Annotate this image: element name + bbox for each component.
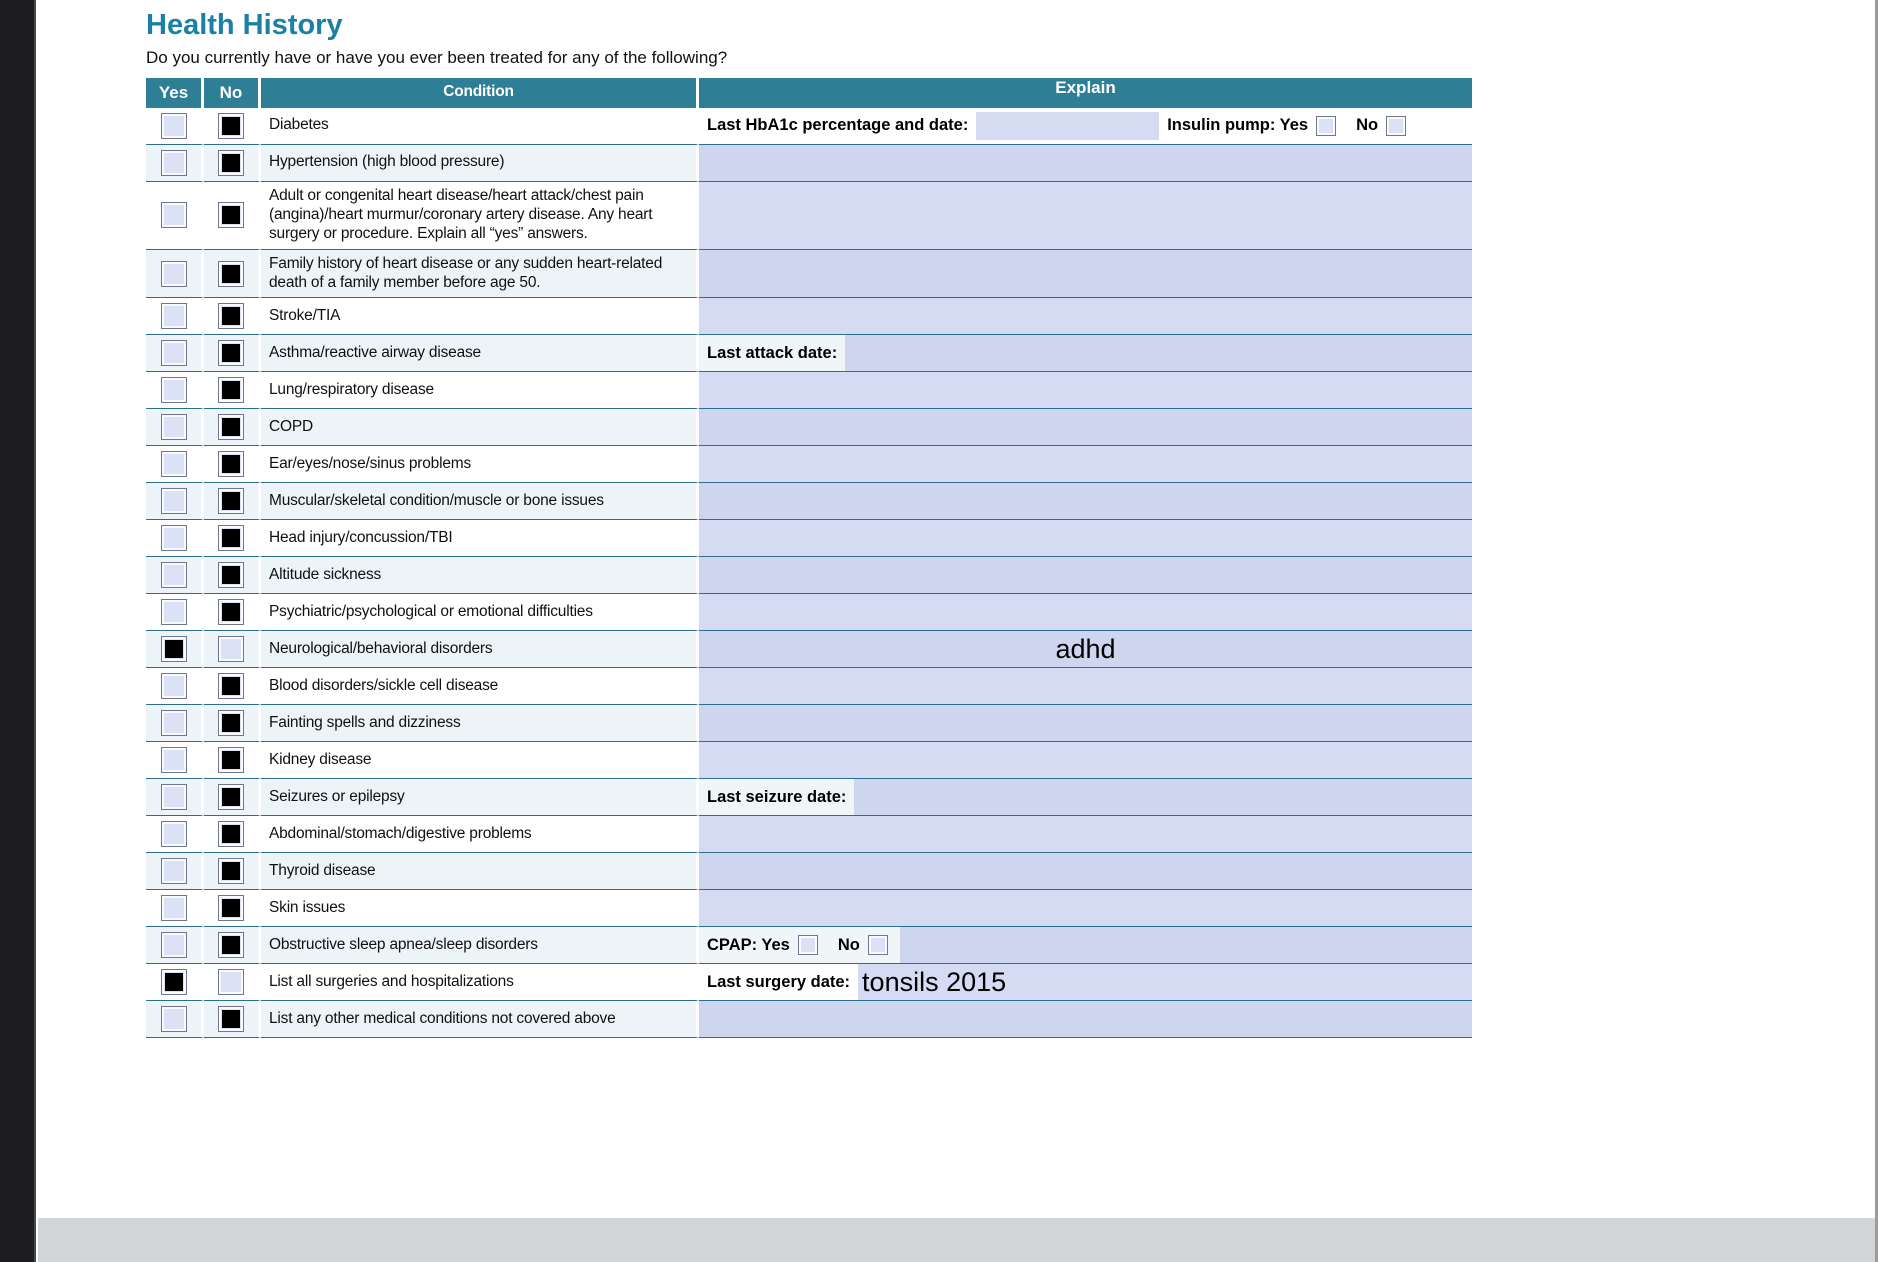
table-row	[146, 816, 1472, 853]
explain-input[interactable]	[854, 779, 1472, 815]
table-row	[146, 668, 1472, 705]
yes-checkbox[interactable]	[161, 1006, 187, 1032]
condition-label: Psychiatric/psychological or emotional difficulties	[261, 594, 699, 631]
yes-cell	[146, 298, 204, 335]
yes-checkbox[interactable]	[161, 488, 187, 514]
table-row	[146, 631, 1472, 668]
condition-label: Lung/respiratory disease	[261, 372, 699, 409]
table-row	[146, 1001, 1472, 1038]
yes-checkbox[interactable]	[161, 710, 187, 736]
no-checkbox[interactable]	[218, 747, 244, 773]
no-checkbox[interactable]	[218, 451, 244, 477]
insulin-pump-no-checkbox[interactable]	[1386, 116, 1406, 136]
yes-checkbox[interactable]	[161, 202, 187, 228]
no-checkbox[interactable]	[218, 636, 244, 662]
yes-checkbox[interactable]	[161, 113, 187, 139]
yes-cell	[146, 182, 204, 250]
yes-checkbox[interactable]	[161, 858, 187, 884]
table-body	[146, 108, 1472, 1039]
no-cell	[204, 250, 261, 299]
condition-label: Adult or congenital heart disease/heart attack/chest pain (angina)/heart murmur/coronary artery disease. Any heart surgery or procedure. Explain all “yes” answers.	[261, 182, 699, 250]
yes-checkbox[interactable]	[161, 261, 187, 287]
table-row	[146, 927, 1472, 964]
explain-cell	[699, 927, 1472, 964]
condition-label: Kidney disease	[261, 742, 699, 779]
viewer-bottom-edge	[38, 1218, 1875, 1262]
explain-input[interactable]	[699, 483, 1472, 520]
health-history-table	[146, 78, 1472, 1039]
no-checkbox[interactable]	[218, 932, 244, 958]
yes-cell	[146, 108, 204, 145]
cpap-no-label: No	[837, 935, 860, 954]
no-cell	[204, 853, 261, 890]
condition-label: Stroke/TIA	[261, 298, 699, 335]
yes-checkbox[interactable]	[161, 636, 187, 662]
table-row	[146, 372, 1472, 409]
table-row	[146, 779, 1472, 816]
no-cell	[204, 816, 261, 853]
explain-value: adhd	[1055, 633, 1116, 664]
yes-cell	[146, 446, 204, 483]
no-cell	[204, 335, 261, 372]
yes-cell	[146, 372, 204, 409]
explain-input[interactable]	[858, 964, 1472, 1000]
no-cell	[204, 705, 261, 742]
explain-label: Last attack date:	[707, 343, 838, 362]
table-row	[146, 409, 1472, 446]
table-row	[146, 250, 1472, 299]
condition-label: Skin issues	[261, 890, 699, 927]
table-row	[146, 108, 1472, 145]
explain-label: Last surgery date:	[707, 972, 851, 991]
table-row	[146, 446, 1472, 483]
table-row	[146, 742, 1472, 779]
table-row	[146, 853, 1472, 890]
no-cell	[204, 108, 261, 145]
explain-input[interactable]	[699, 816, 1472, 853]
condition-label: Family history of heart disease or any sudden heart-related death of a family member before age 50.	[261, 250, 699, 299]
cpap-no-checkbox[interactable]	[868, 935, 888, 955]
table-row	[146, 520, 1472, 557]
yes-checkbox[interactable]	[161, 784, 187, 810]
no-checkbox[interactable]	[218, 821, 244, 847]
no-checkbox[interactable]	[218, 525, 244, 551]
yes-cell	[146, 742, 204, 779]
header-no: No	[204, 78, 261, 108]
form-content	[38, 0, 1472, 1038]
no-checkbox[interactable]	[218, 377, 244, 403]
explain-input[interactable]	[900, 927, 1472, 963]
explain-input[interactable]	[699, 594, 1472, 631]
explain-input[interactable]	[699, 853, 1472, 890]
yes-cell	[146, 409, 204, 446]
yes-checkbox[interactable]	[161, 969, 187, 995]
table-header-row	[146, 78, 1472, 108]
no-checkbox[interactable]	[218, 969, 244, 995]
yes-cell	[146, 483, 204, 520]
no-checkbox[interactable]	[218, 895, 244, 921]
table-row	[146, 145, 1472, 182]
yes-cell	[146, 853, 204, 890]
table-row	[146, 182, 1472, 250]
no-cell	[204, 631, 261, 668]
no-checkbox[interactable]	[218, 150, 244, 176]
yes-checkbox[interactable]	[161, 377, 187, 403]
table-row	[146, 594, 1472, 631]
no-checkbox[interactable]	[218, 113, 244, 139]
explain-cell	[699, 964, 1472, 1001]
condition-label: Neurological/behavioral disorders	[261, 631, 699, 668]
explain-input[interactable]	[699, 409, 1472, 446]
no-checkbox[interactable]	[218, 673, 244, 699]
page-subtitle: Do you currently have or have you ever been treated for any of the following?	[146, 47, 728, 67]
no-cell	[204, 298, 261, 335]
header-explain: Explain	[699, 78, 1472, 108]
yes-cell	[146, 520, 204, 557]
no-cell	[204, 446, 261, 483]
no-checkbox[interactable]	[218, 303, 244, 329]
no-cell	[204, 742, 261, 779]
no-cell	[204, 409, 261, 446]
yes-checkbox[interactable]	[161, 562, 187, 588]
explain-input[interactable]	[699, 145, 1472, 182]
condition-label: Muscular/skeletal condition/muscle or bone issues	[261, 483, 699, 520]
yes-cell	[146, 668, 204, 705]
yes-cell	[146, 250, 204, 299]
no-checkbox[interactable]	[218, 261, 244, 287]
no-cell	[204, 927, 261, 964]
condition-label: Fainting spells and dizziness	[261, 705, 699, 742]
no-cell	[204, 372, 261, 409]
yes-checkbox[interactable]	[161, 414, 187, 440]
yes-checkbox[interactable]	[161, 150, 187, 176]
yes-cell	[146, 779, 204, 816]
explain-input[interactable]	[699, 742, 1472, 779]
condition-label: Thyroid disease	[261, 853, 699, 890]
header-condition: Condition	[261, 78, 699, 108]
explain-value: tonsils 2015	[862, 966, 1007, 997]
explain-input[interactable]	[699, 668, 1472, 705]
table-row	[146, 890, 1472, 927]
yes-cell	[146, 964, 204, 1001]
cpap-yes-label: CPAP: Yes	[707, 935, 790, 954]
condition-label: Asthma/reactive airway disease	[261, 335, 699, 372]
yes-cell	[146, 705, 204, 742]
yes-cell	[146, 557, 204, 594]
no-checkbox[interactable]	[218, 599, 244, 625]
explain-cell	[699, 779, 1472, 816]
table-row	[146, 964, 1472, 1001]
page-title: Health History	[146, 9, 343, 41]
no-cell	[204, 145, 261, 182]
no-cell	[204, 668, 261, 705]
yes-checkbox[interactable]	[161, 340, 187, 366]
no-checkbox[interactable]	[218, 488, 244, 514]
explain-input[interactable]	[845, 335, 1472, 371]
explain-input[interactable]	[699, 298, 1472, 335]
no-cell	[204, 520, 261, 557]
no-cell	[204, 182, 261, 250]
table-row	[146, 705, 1472, 742]
condition-label: Diabetes	[261, 108, 699, 145]
no-checkbox[interactable]	[218, 784, 244, 810]
condition-label: Ear/eyes/nose/sinus problems	[261, 446, 699, 483]
condition-label: Altitude sickness	[261, 557, 699, 594]
yes-cell	[146, 631, 204, 668]
explain-input[interactable]	[699, 250, 1472, 299]
yes-checkbox[interactable]	[161, 599, 187, 625]
no-cell	[204, 483, 261, 520]
no-cell	[204, 779, 261, 816]
condition-label: Head injury/concussion/TBI	[261, 520, 699, 557]
no-cell	[204, 964, 261, 1001]
no-checkbox[interactable]	[218, 202, 244, 228]
explain-input[interactable]	[699, 557, 1472, 594]
no-cell	[204, 1001, 261, 1038]
condition-label: Obstructive sleep apnea/sleep disorders	[261, 927, 699, 964]
form-page	[38, 0, 1875, 1218]
cpap-yes-checkbox[interactable]	[798, 935, 818, 955]
yes-cell	[146, 1001, 204, 1038]
explain-input[interactable]	[699, 705, 1472, 742]
explain-input[interactable]	[699, 446, 1472, 483]
explain-input[interactable]	[699, 182, 1472, 250]
hba1c-input[interactable]	[976, 112, 1159, 140]
condition-label: Hypertension (high blood pressure)	[261, 145, 699, 182]
header-yes: Yes	[146, 78, 204, 108]
table-row	[146, 298, 1472, 335]
hba1c-label: Last HbA1c percentage and date:	[707, 116, 969, 135]
yes-cell	[146, 335, 204, 372]
viewer-left-edge	[0, 0, 36, 1262]
no-checkbox[interactable]	[218, 858, 244, 884]
yes-cell	[146, 594, 204, 631]
explain-input[interactable]	[699, 520, 1472, 557]
yes-checkbox[interactable]	[161, 673, 187, 699]
condition-label: COPD	[261, 409, 699, 446]
explain-input[interactable]	[699, 890, 1472, 927]
yes-checkbox[interactable]	[161, 303, 187, 329]
yes-cell	[146, 145, 204, 182]
no-checkbox[interactable]	[218, 1006, 244, 1032]
yes-checkbox[interactable]	[161, 525, 187, 551]
insulin-pump-no-label: No	[1356, 116, 1379, 135]
condition-label: List all surgeries and hospitalizations	[261, 964, 699, 1001]
no-checkbox[interactable]	[218, 414, 244, 440]
table-row	[146, 557, 1472, 594]
condition-label: Blood disorders/sickle cell disease	[261, 668, 699, 705]
explain-label: Last seizure date:	[707, 787, 847, 806]
no-checkbox[interactable]	[218, 562, 244, 588]
insulin-pump-yes-checkbox[interactable]	[1316, 116, 1336, 136]
spacer	[1406, 108, 1472, 144]
condition-label: Abdominal/stomach/digestive problems	[261, 816, 699, 853]
viewer-right-edge	[1875, 0, 1878, 1262]
yes-cell	[146, 927, 204, 964]
yes-cell	[146, 890, 204, 927]
condition-label: List any other medical conditions not covered above	[261, 1001, 699, 1038]
no-cell	[204, 594, 261, 631]
condition-label: Seizures or epilepsy	[261, 779, 699, 816]
no-cell	[204, 890, 261, 927]
explain-input[interactable]	[699, 631, 1472, 668]
insulin-pump-yes-label: Insulin pump: Yes	[1167, 116, 1309, 135]
table-row	[146, 335, 1472, 372]
no-checkbox[interactable]	[218, 710, 244, 736]
explain-cell	[699, 335, 1472, 372]
explain-cell	[699, 108, 1472, 145]
table-row	[146, 483, 1472, 520]
no-checkbox[interactable]	[218, 340, 244, 366]
explain-input[interactable]	[699, 1001, 1472, 1038]
no-cell	[204, 557, 261, 594]
yes-checkbox[interactable]	[161, 451, 187, 477]
explain-input[interactable]	[699, 372, 1472, 409]
yes-checkbox[interactable]	[161, 747, 187, 773]
yes-checkbox[interactable]	[161, 895, 187, 921]
yes-cell	[146, 816, 204, 853]
yes-checkbox[interactable]	[161, 821, 187, 847]
yes-checkbox[interactable]	[161, 932, 187, 958]
